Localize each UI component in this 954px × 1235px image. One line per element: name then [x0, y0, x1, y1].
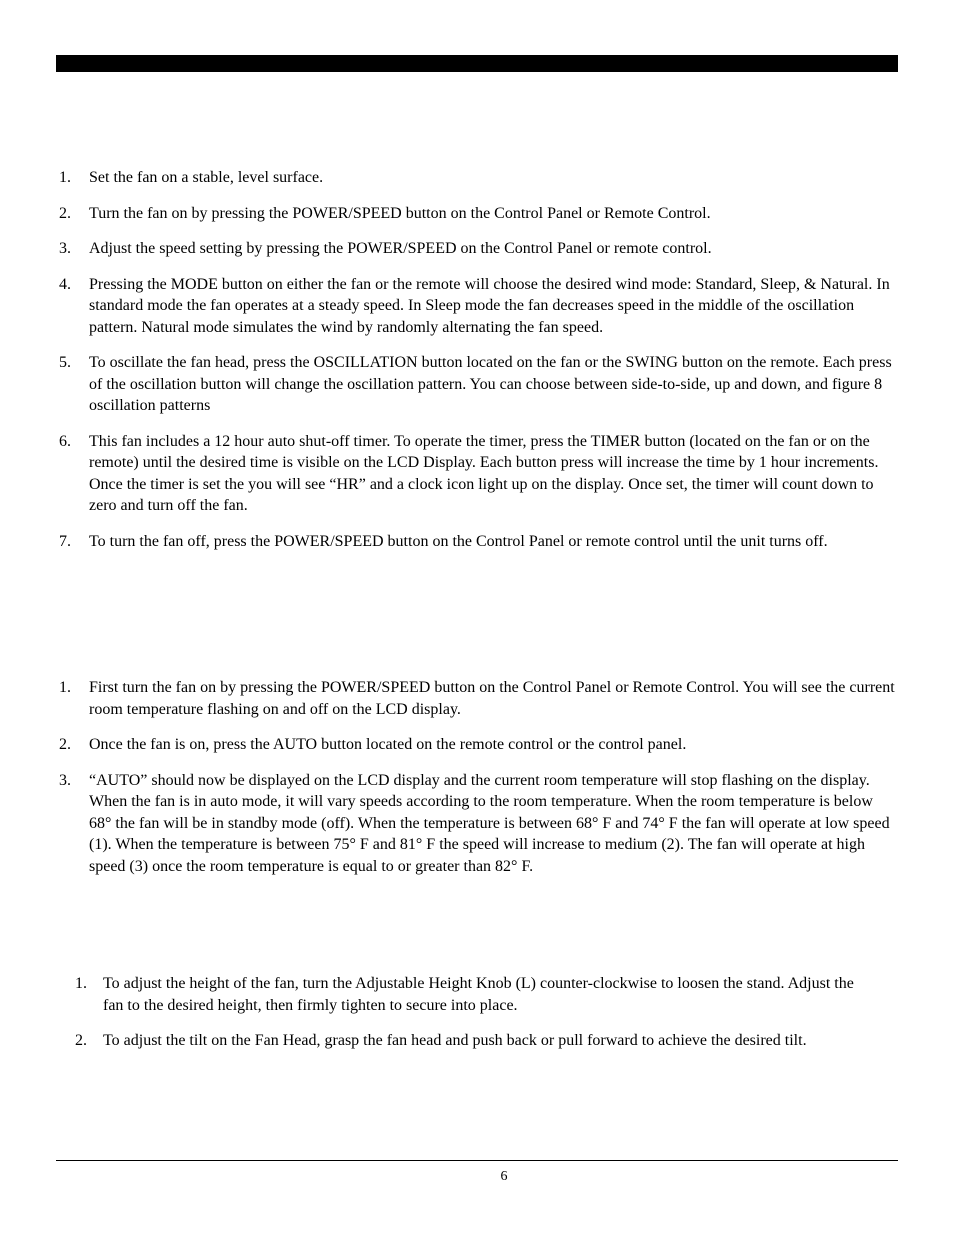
list-item	[75, 973, 875, 1016]
step-text: Pressing the MODE button on either the fan or the remote will choose the desired wind mode: Standard, Sleep, & Natural. In standard mode the fan operates at a steady speed. In Sleep mode the fan decreases speed in the middle of the oscillation pattern. Natural mode simulates the wind by randomly alternating the fan speed.	[89, 275, 890, 336]
list-item	[59, 734, 899, 756]
step-text: To turn the fan off, press the POWER/SPEED button on the Control Panel or remote control until the unit turns off.	[89, 532, 828, 550]
list-item	[59, 203, 899, 225]
list-item	[59, 274, 899, 339]
operation-steps-list	[59, 167, 899, 566]
step-number: 1.	[75, 975, 87, 992]
list-item	[59, 431, 899, 517]
step-number: 3.	[59, 240, 71, 257]
auto-mode-steps-list	[59, 677, 899, 891]
step-number: 2.	[75, 1032, 87, 1049]
list-item	[59, 352, 899, 417]
list-item	[59, 770, 899, 878]
step-text: To adjust the height of the fan, turn the Adjustable Height Knob (L) counter-clockwise to loosen the stand. Adjust the fan to the desired height, then firmly tighten to secure into place.	[103, 975, 854, 1014]
step-text: “AUTO” should now be displayed on the LCD display and the current room temperature will stop flashing on the display. When the fan is in auto mode, it will vary speeds according to the room temperature. When the room temperature is below 68° the fan will be in standby mode (off). When the temperature is between 68° F and 74° F the fan will operate at low speed (1). When the temperature is between 75° F and 81° F the speed will increase to medium (2). The fan will operate at high speed (3) once the room temperature is equal to or greater than 82° F.	[89, 771, 890, 875]
step-text: Set the fan on a stable, level surface.	[89, 169, 324, 186]
step-text: Once the fan is on, press the AUTO button located on the remote control or the control panel.	[89, 736, 687, 753]
list-item	[59, 531, 899, 553]
list-item	[59, 238, 899, 260]
step-number: 6.	[59, 432, 71, 450]
step-number: 7.	[59, 532, 71, 550]
step-number: 2.	[59, 736, 71, 753]
header-bar	[56, 55, 898, 72]
step-text: Turn the fan on by pressing the POWER/SPEED button on the Control Panel or Remote Control.	[89, 204, 711, 222]
step-number: 5.	[59, 354, 71, 371]
step-text: Adjust the speed setting by pressing the POWER/SPEED on the Control Panel or remote control.	[89, 240, 712, 257]
step-number: 3.	[59, 771, 71, 789]
step-text: To adjust the tilt on the Fan Head, grasp the fan head and push back or pull forward to achieve the desired tilt.	[103, 1032, 807, 1049]
step-text: This fan includes a 12 hour auto shut-off timer. To operate the timer, press the TIMER button (located on the fan or on the remote) until the desired time is visible on the LCD Display. Each button press will increase the time by 1 hour increments. Once the timer is set the you will see “HR” and a clock icon light up on the display. Once set, the timer will count down to zero and turn off the fan.	[89, 432, 879, 514]
adjustment-steps-list	[75, 973, 875, 1066]
step-number: 1.	[59, 679, 71, 696]
page-number: 6	[500, 1169, 508, 1184]
step-text: To oscillate the fan head, press the OSCILLATION button located on the fan or the SWING button on the remote. Each press of the oscillation button will change the oscillation pattern. You can choose between side-to-side, up and down, and figure 8 oscillation patterns	[89, 354, 892, 414]
list-item	[75, 1030, 875, 1052]
step-number: 1.	[59, 169, 71, 186]
step-text: First turn the fan on by pressing the POWER/SPEED button on the Control Panel or Remote Control. You will see the current room temperature flashing on and off on the LCD display.	[89, 679, 895, 718]
step-number: 2.	[59, 204, 71, 222]
list-item	[59, 677, 899, 720]
footer-divider	[56, 1160, 898, 1161]
step-number: 4.	[59, 275, 71, 293]
list-item	[59, 167, 899, 189]
